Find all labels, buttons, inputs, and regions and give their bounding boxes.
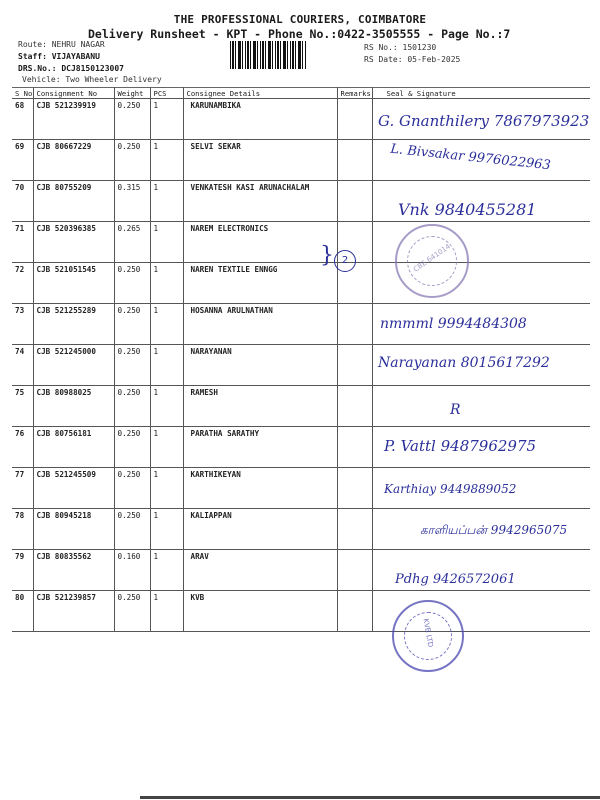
row-consignee: KARTHIKEYAN (183, 468, 337, 509)
remark-count-circle: 2 (334, 250, 356, 272)
row-remarks (337, 550, 372, 591)
signature-76: P. Vattl 9487962975 (384, 437, 537, 455)
row-consignee: RAMESH (183, 386, 337, 427)
col-remarks: Remarks (337, 88, 372, 99)
col-weight: Weight (114, 88, 150, 99)
row-consignee: SELVI SEKAR (183, 140, 337, 181)
row-consignment-no: CJB 80988025 (33, 386, 114, 427)
row-weight: 0.250 (114, 468, 150, 509)
remark-bracket-mark: } (320, 243, 334, 268)
row-sno: 70 (12, 181, 33, 222)
row-sno: 78 (12, 509, 33, 550)
row-consignment-no: CJB 521255289 (33, 304, 114, 345)
row-weight: 0.250 (114, 99, 150, 140)
row-consignee: NARAYANAN (183, 345, 337, 386)
row-consignment-no: CJB 80835562 (33, 550, 114, 591)
table-row (12, 386, 590, 427)
row-consignment-no: CJB 80667229 (33, 140, 114, 181)
row-consignee: HOSANNA ARULNATHAN (183, 304, 337, 345)
signature-74: Narayanan 8015617292 (378, 355, 550, 371)
row-weight: 0.160 (114, 550, 150, 591)
row-sno: 73 (12, 304, 33, 345)
signature-79: Pdhg 9426572061 (395, 572, 516, 587)
row-sno: 80 (12, 591, 33, 632)
row-consignee: KVB (183, 591, 337, 632)
row-consignee: PARATHA SARATHY (183, 427, 337, 468)
row-consignment-no: CJB 80756181 (33, 427, 114, 468)
row-pcs: 1 (150, 99, 183, 140)
stamp-80: KVB LTD (392, 600, 464, 672)
row-seal-signature (372, 386, 590, 427)
row-consignment-no: CJB 521245000 (33, 345, 114, 386)
row-weight: 0.250 (114, 345, 150, 386)
signature-69: L. Bivsakar 9976022963 (389, 141, 552, 174)
row-remarks (337, 509, 372, 550)
row-consignee: KALIAPPAN (183, 509, 337, 550)
row-consignee: ARAV (183, 550, 337, 591)
runsheet-subtitle: Delivery Runsheet - KPT - Phone No.:0422-3505555 - Page No.:7 (88, 27, 511, 41)
row-consignment-no: CJB 80945218 (33, 509, 114, 550)
row-remarks (337, 181, 372, 222)
row-pcs: 1 (150, 140, 183, 181)
row-pcs: 1 (150, 304, 183, 345)
row-pcs: 1 (150, 181, 183, 222)
table-row (12, 222, 590, 263)
row-sno: 77 (12, 468, 33, 509)
row-consignment-no: CJB 521239857 (33, 591, 114, 632)
rs-no-label: RS No.: 1501230 (364, 43, 437, 52)
row-weight: 0.250 (114, 591, 150, 632)
row-remarks (337, 427, 372, 468)
row-pcs: 1 (150, 550, 183, 591)
signature-70: Vnk 9840455281 (398, 200, 537, 219)
signature-77: Karthiay 9449889052 (384, 482, 517, 496)
row-consignment-no: CJB 520396385 (33, 222, 114, 263)
row-weight: 0.250 (114, 509, 150, 550)
barcode-icon (230, 41, 306, 69)
row-sno: 71 (12, 222, 33, 263)
row-consignee: VENKATESH KASI ARUNACHALAM (183, 181, 337, 222)
vehicle-label: Vehicle: Two Wheeler Delivery (22, 75, 162, 84)
col-seal-signature: Seal & Signature (372, 88, 590, 99)
signature-68: G. Gnanthilery 7867973923 (378, 112, 590, 130)
row-weight: 0.250 (114, 427, 150, 468)
row-pcs: 1 (150, 468, 183, 509)
row-sno: 69 (12, 140, 33, 181)
row-weight: 0.250 (114, 263, 150, 304)
row-sno: 76 (12, 427, 33, 468)
row-consignment-no: CJB 521051545 (33, 263, 114, 304)
row-consignment-no: CJB 521239919 (33, 99, 114, 140)
row-sno: 68 (12, 99, 33, 140)
row-remarks (337, 468, 372, 509)
row-consignment-no: CJB 80755209 (33, 181, 114, 222)
row-sno: 72 (12, 263, 33, 304)
row-consignment-no: CJB 521245509 (33, 468, 114, 509)
row-consignee: NAREN TEXTILE ENNGG (183, 263, 337, 304)
rs-date-label: RS Date: 05-Feb-2025 (364, 55, 461, 64)
signature-78: காளியப்பன் 9942965075 (420, 523, 568, 537)
table-row (12, 263, 590, 304)
row-weight: 0.250 (114, 140, 150, 181)
page-bottom-edge (140, 796, 600, 799)
signature-73: nmmml 9994484308 (380, 316, 527, 332)
row-weight: 0.250 (114, 304, 150, 345)
row-weight: 0.315 (114, 181, 150, 222)
signature-75: R (450, 402, 461, 418)
route-label: Route: NEHRU NAGAR (18, 40, 105, 49)
table-header-row (12, 88, 590, 99)
col-pcs: PCS (150, 88, 183, 99)
row-remarks (337, 304, 372, 345)
row-remarks (337, 99, 372, 140)
col-consignee: Consignee Details (183, 88, 337, 99)
row-pcs: 1 (150, 263, 183, 304)
row-remarks (337, 386, 372, 427)
col-sno: S No (12, 88, 33, 99)
row-pcs: 1 (150, 591, 183, 632)
row-remarks (337, 591, 372, 632)
drs-label: DRS.No.: DCJ8150123007 (18, 64, 124, 73)
row-sno: 79 (12, 550, 33, 591)
row-weight: 0.250 (114, 386, 150, 427)
col-consignment: Consignment No (33, 88, 114, 99)
row-weight: 0.265 (114, 222, 150, 263)
staff-label: Staff: VIJAYABANU (18, 52, 100, 61)
row-remarks (337, 140, 372, 181)
row-pcs: 1 (150, 222, 183, 263)
stamp-71-72: CBE 641014 (395, 224, 469, 298)
row-sno: 75 (12, 386, 33, 427)
row-pcs: 1 (150, 427, 183, 468)
row-pcs: 1 (150, 509, 183, 550)
row-consignee: KARUNAMBIKA (183, 99, 337, 140)
company-title: THE PROFESSIONAL COURIERS, COIMBATORE (173, 13, 427, 26)
table-row (12, 591, 590, 632)
row-sno: 74 (12, 345, 33, 386)
row-consignee: NAREM ELECTRONICS (183, 222, 337, 263)
row-remarks (337, 345, 372, 386)
row-pcs: 1 (150, 386, 183, 427)
row-pcs: 1 (150, 345, 183, 386)
